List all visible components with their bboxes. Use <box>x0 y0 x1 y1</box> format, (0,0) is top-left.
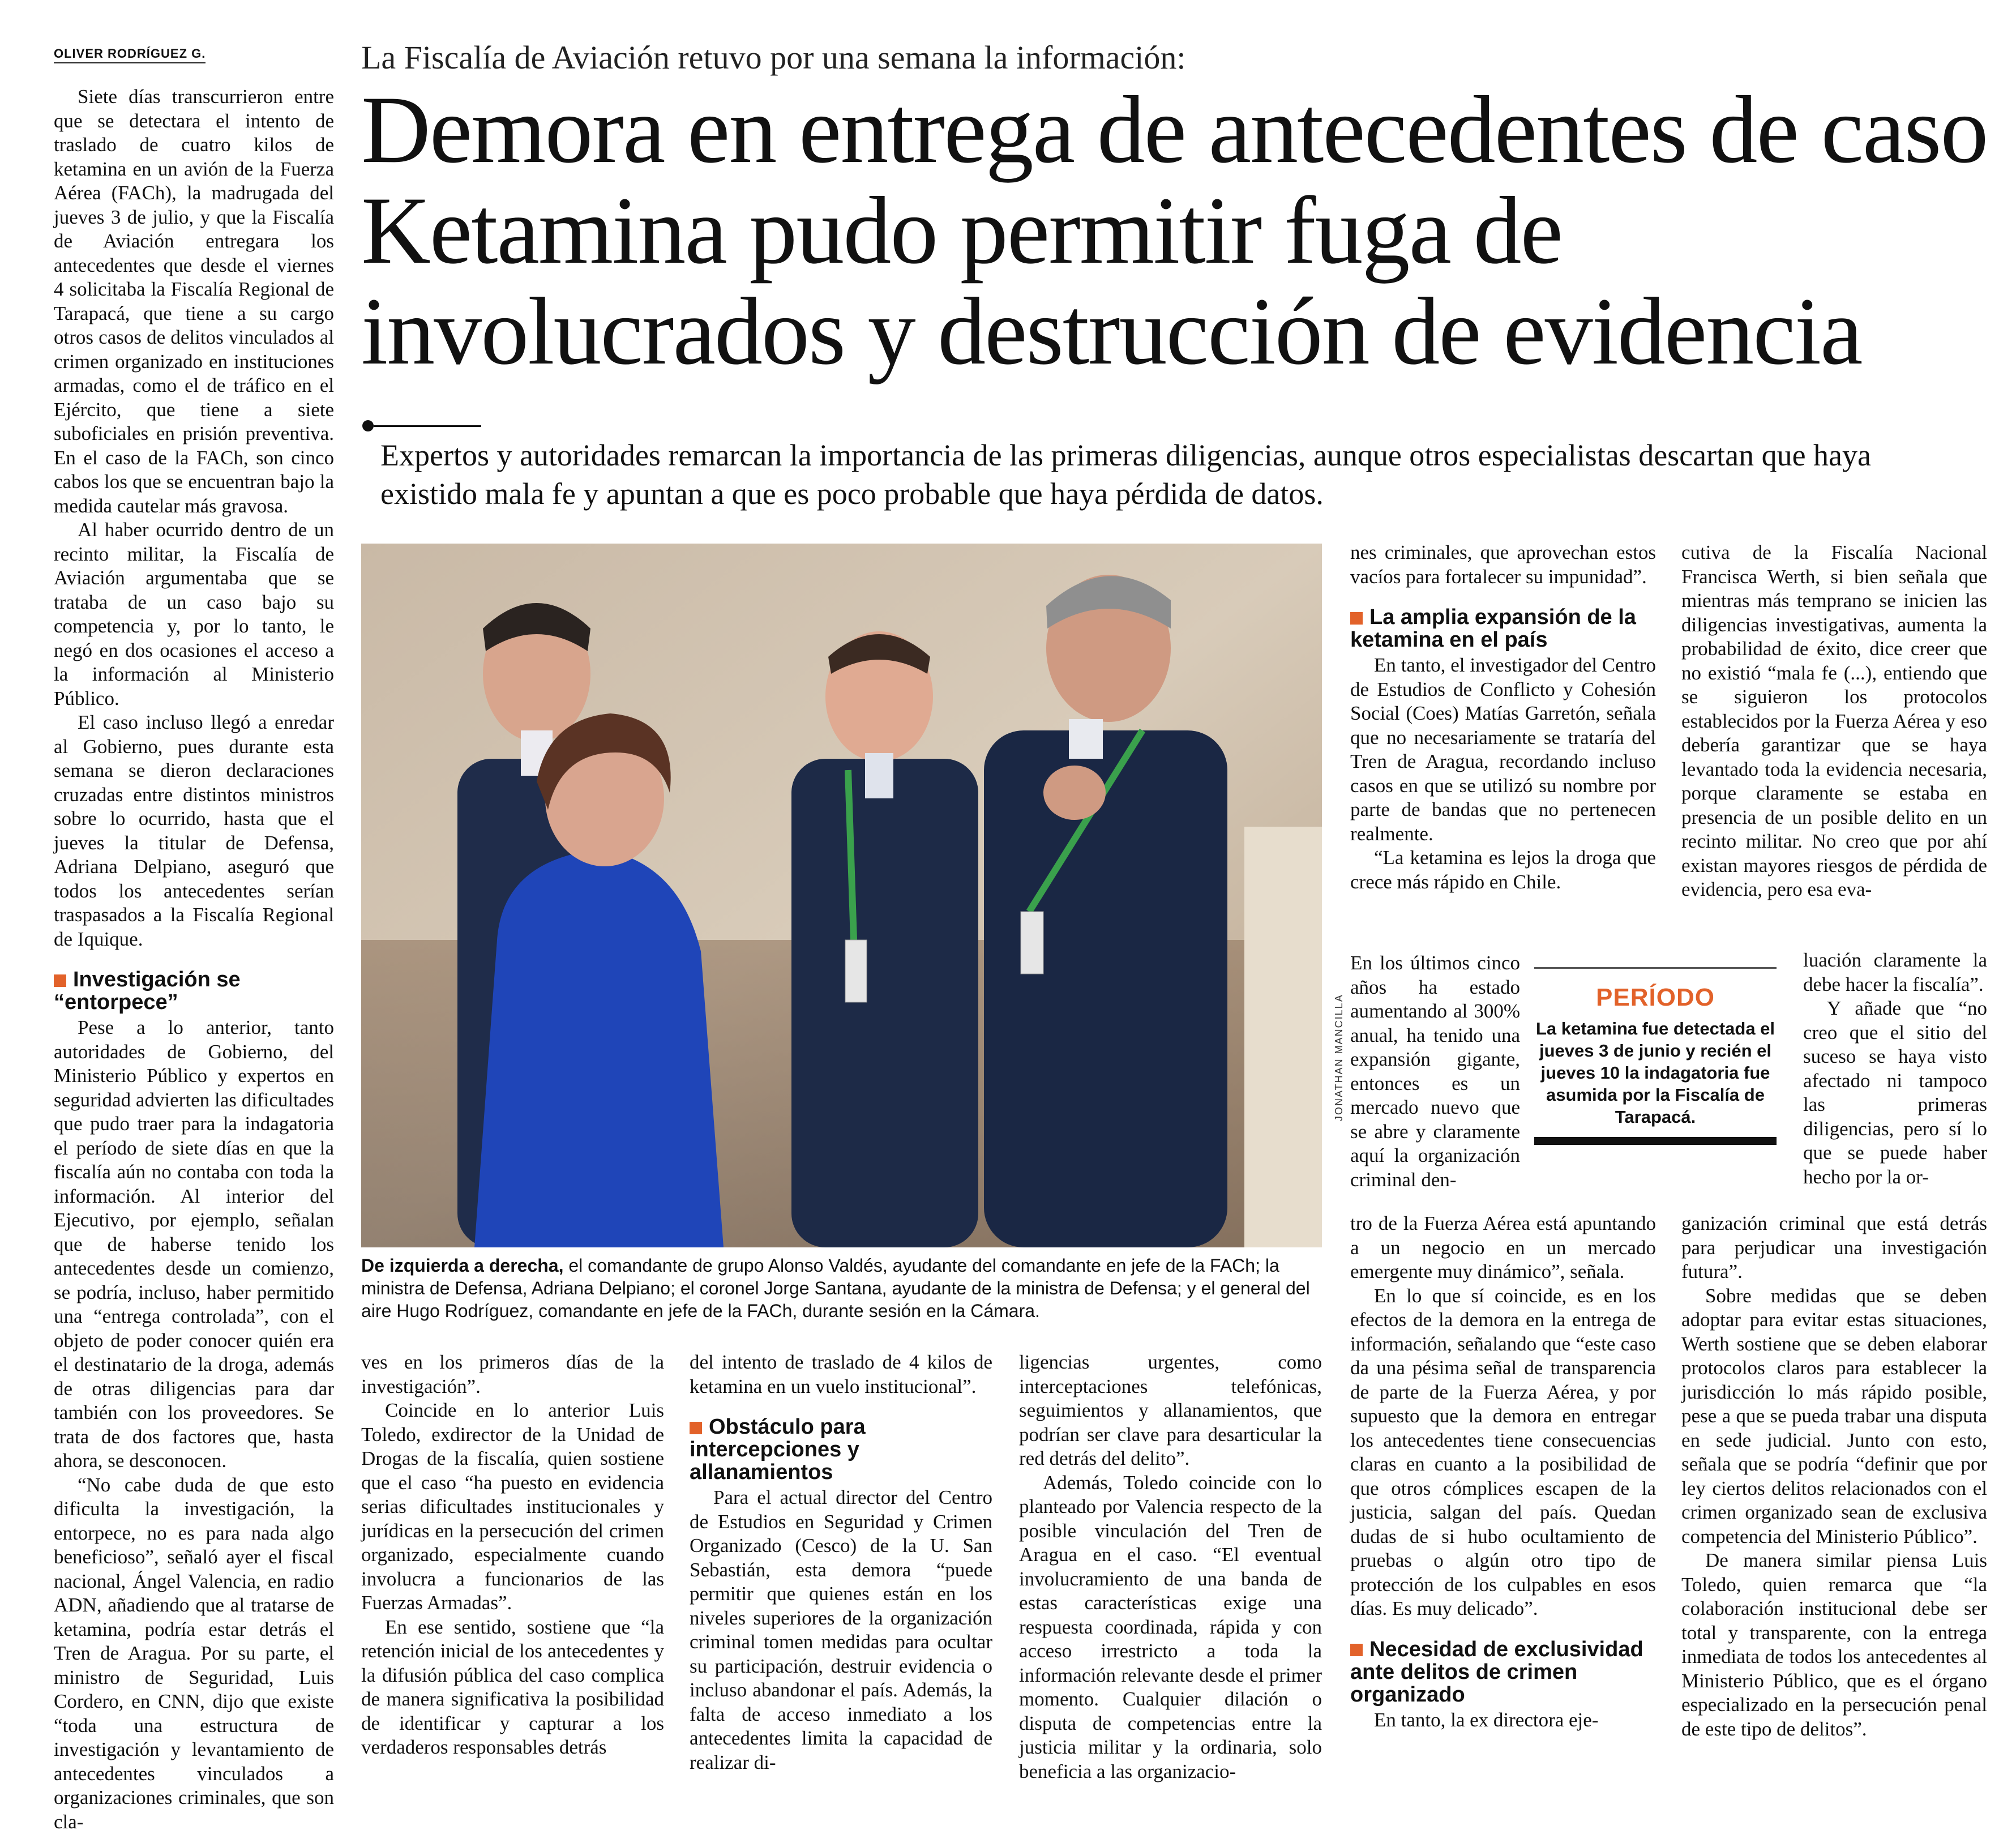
photo-illustration <box>361 544 1322 1247</box>
paragraph: Además, Toledo coincide con lo planteado por Valencia respecto de la posible vinculación del Tren de Aragua en el caso. “El eventual involucramiento de una banda de estas características exige una respuesta coordinada, rápida y con acceso irrestricto a toda la información relevante desde el primer momento. Cualquier dilación o disputa de competencias entre la justicia militar y la ordinaria, solo beneficia a las organizacio- <box>1019 1471 1322 1784</box>
paragraph: Al haber ocurrido dentro de un recinto militar, la Fiscalía de Aviación argumentaba que se trataba de un caso bajo su competencia y, por lo tanto, le negó en dos ocasiones el acceso a la información al Ministerio Público. <box>54 518 334 711</box>
column-5-narrow <box>1350 951 1520 1192</box>
paragraph: En tanto, la ex directora eje- <box>1350 1708 1656 1733</box>
paragraph: “No cabe duda de que esto dificulta la investigación, la entorpece, no es para nada algo beneficioso”, señaló ayer el fiscal nacional, Ángel Valencia, en radio ADN, añadiendo que al tratarse de ketamina, podría estar detrás el Tren de Aragua. Por su parte, el ministro de Seguridad, Luis Cordero, en CNN, dijo que existe “toda una estructura de investigación y levantamiento de antecedentes vinculados a organizaciones criminales, que son cla- <box>54 1473 334 1834</box>
paragraph: En ese sentido, sostiene que “la retención inicial de los antecedentes y la difusión pública del caso complica de manera significativa la posibilidad de identificar y capturar a los verdaderos responsables detrás <box>361 1615 664 1760</box>
paragraph: Sobre medidas que se deben adoptar para evitar estas situaciones, Werth sostiene que se deben elaborar protocolos claros para establecer la jurisdicción lo más rápido posible, pese a que se pueda trabar una disputa en sede judicial. Junto con esto, señala que se podría “definir que por ley ciertos delitos relacionados con el crimen organizado sean de exclusiva competencia del Ministerio Público”. <box>1681 1284 1987 1549</box>
rule-dot <box>362 420 374 431</box>
subheading: Obstáculo para intercepciones y allanamientos <box>690 1416 992 1484</box>
subheading: Necesidad de exclusividad ante delitos de crimen organizado <box>1350 1638 1656 1706</box>
orange-square-icon <box>1350 612 1363 625</box>
paragraph: De manera similar piensa Luis Toledo, quien remarca que “la colaboración institucional debe ser total y transparente, con la entrega inmediata de todos los antecedentes al Ministerio Público, que es el órgano especializado en la persecución penal de este tipo de delitos”. <box>1681 1549 1987 1741</box>
callout-text: La ketamina fue detectada el jueves 3 de junio y recién el jueves 10 la indagatoria fue asumida por la Fiscalía de Tarapacá. <box>1534 1018 1777 1128</box>
paragraph: En lo que sí coincide, es en los efectos de la demora en la entrega de información, señalando que “este caso da una pésima señal de transparencia de parte de la Fuerza Aérea, y por supuesto que la demora en entregar los antecedentes tiene consecuencias claras en cuanto a la posibilidad de que otros cómplices escapen de la justicia, salgan del país. Quedan dudas de si hubo ocultamiento de pruebas o algún otro tipo de protección de los culpables en esos días. Es muy delicado”. <box>1350 1284 1656 1621</box>
photo-credit: JONATHAN MANCILLA <box>1333 994 1345 1121</box>
paragraph: nes criminales, que aprovechan estos vacíos para fortalecer su impunidad”. <box>1350 541 1656 589</box>
paragraph: ligencias urgentes, como interceptaciones telefónicas, seguimientos y allanamientos, que podrían ser clave para desarticular la red detrás del delito”. <box>1019 1350 1322 1471</box>
callout-box <box>1534 967 1777 1145</box>
column-2 <box>361 1350 664 1760</box>
paragraph: cutiva de la Fiscalía Nacional Francisca Werth, si bien señala que mientras más temprano se inicien las diligencias investigativas, aumenta la probabilidad de éxito, dice creer que no existió “mala fe (...), entiendo que se siguieron los protocolos establecidos por la Fuerza Aérea y eso debería garantizar que se haya levantado toda la evidencia necesaria, porque claramente se estaba en presencia de un posible delito en un recinto militar. No creo que por ahí existan mayores riesgos de pérdida de evidencia, pero esa eva- <box>1681 541 1987 902</box>
kicker: La Fiscalía de Aviación retuvo por una semana la información: <box>361 39 1186 76</box>
callout-bottom-rule <box>1534 1137 1777 1145</box>
paragraph: ganización criminal que está detrás para perjudicar una investigación futura”. <box>1681 1212 1987 1284</box>
paragraph: Siete días transcurrieron entre que se detectara el intento de traslado de cuatro kilos de ketamina en un avión de la Fuerza Aérea (FACh), la madrugada del jueves 3 de julio, y que la Fiscalía de Aviación entregara los antecedentes que desde el viernes 4 solicitaba la Fiscalía Regional de Tarapacá, que tiene a su cargo otros casos de delitos vinculados al crimen organizado en instituciones armadas, como el de tráfico en el Ejército, que tiene a siete suboficiales en prisión preventiva. En el caso de la FACh, son cinco cabos los que se encuentran bajo la medida cautelar más gravosa. <box>54 85 334 518</box>
paragraph: En tanto, el investigador del Centro de Estudios de Conflicto y Cohesión Social (Coes) Matías Garretón, señala que no necesariamente se trataría del Tren de Aragua, recordando incluso casos en que se utilizó su nombre por parte de bandas que no pertenecen realmente. <box>1350 653 1656 846</box>
column-5-bottom <box>1350 1212 1656 1732</box>
paragraph: Para el actual director del Centro de Estudios en Seguridad y Crimen Organizado (Cesco) de la U. San Sebastián, esta demora “puede permitir que quienes están en los niveles superiores de la organización criminal tomen medidas para ocultar su participación, destruir evidencia o incluso abandonar el país. Además, la falta de acceso inmediato a los antecedentes limita la capacidad de realizar di- <box>690 1486 992 1775</box>
column-1 <box>54 85 334 1818</box>
subheading: Investigación se “entorpece” <box>54 968 334 1014</box>
deck: Expertos y autoridades remarcan la importancia de las primeras diligencias, aunque otros especialistas descartan que haya existido mala fe y apuntan a que es poco probable que haya pérdida de datos. <box>380 436 1966 513</box>
orange-square-icon <box>1350 1644 1363 1656</box>
paragraph: Y añade que “no creo que el sitio del suceso se haya visto afectado ni tampoco las primeras diligencias, pero sí lo que se puede haber hecho por la or- <box>1803 997 1987 1189</box>
callout-top-rule <box>1534 967 1777 969</box>
byline: OLIVER RODRÍGUEZ G. <box>54 46 206 63</box>
paragraph: Pese a lo anterior, tanto autoridades de Gobierno, del Ministerio Público y expertos en seguridad advierten las dificultades que pudo traer para la indagatoria el período de siete días en que la fiscalía aún no contaba con toda la información. Al interior del Ejecutivo, por ejemplo, señalan que de haberse tenido los antecedentes desde un comienzo, se podría, incluso, haber permitido una “entrega controlada”, con el objeto de poder conocer quién era el destinatario de la droga, además de otras diligencias para dar también con los proveedores. Se trata de dos factores que, hasta ahora, se desconocen. <box>54 1016 334 1473</box>
paragraph: ves en los primeros días de la investigación”. <box>361 1350 664 1399</box>
paragraph: tro de la Fuerza Aérea está apuntando a un negocio en un mercado emergente muy dinámico”, señala. <box>1350 1212 1656 1284</box>
column-4 <box>1019 1350 1322 1784</box>
paragraph: del intento de traslado de 4 kilos de ketamina en un vuelo institucional”. <box>690 1350 992 1399</box>
paragraph: luación claramente la debe hacer la fiscalía”. <box>1803 948 1987 997</box>
news-photo <box>361 544 1322 1247</box>
headline: Demora en entrega de antecedentes de caso Ketamina pudo permitir fuga de involucrados y destrucción de evidencia <box>361 79 1992 382</box>
column-6-top <box>1681 541 1987 902</box>
paragraph: “La ketamina es lejos la droga que crece más rápido en Chile. <box>1350 846 1656 894</box>
callout-label: PERÍODO <box>1534 984 1777 1012</box>
orange-square-icon <box>690 1422 702 1434</box>
paragraph: El caso incluso llegó a enredar al Gobierno, pues durante esta semana se dieron declaraciones cruzadas entre distintos ministros sobre lo ocurrido, hasta que el jueves la titular de Defensa, Adriana Delpiano, aseguró que todos los antecedentes serían traspasados a la Fiscalía Regional de Iquique. <box>54 711 334 951</box>
column-5-top <box>1350 541 1656 894</box>
column-6-narrow <box>1803 948 1987 1189</box>
subheading: La amplia expansión de la ketamina en el país <box>1350 606 1656 651</box>
paragraph: Coincide en lo anterior Luis Toledo, exdirector de la Unidad de Drogas de la fiscalía, quien sostiene que el caso “ha puesto en evidencia serias dificultades institucionales y jurídicas en la persecución del crimen organizado, especialmente cuando involucra a funcionarios de las Fuerzas Armadas”. <box>361 1399 664 1615</box>
photo-caption: De izquierda a derecha, el comandante de grupo Alonso Valdés, ayudante del comandante en jefe de la FACh; la ministra de Defensa, Adriana Delpiano; el coronel Jorge Santana, ayudante de la ministra de Defensa; y el general del aire Hugo Rodríguez, comandante en jefe de la FACh, durante sesión en la Cámara. <box>361 1254 1324 1322</box>
rule-line <box>374 425 481 427</box>
orange-square-icon <box>54 974 66 987</box>
column-3 <box>690 1350 992 1775</box>
paragraph: En los últimos cinco años ha estado aumentando al 300% anual, ha tenido una expansión gigante, entonces es un mercado nuevo que se abre y claramente aquí la organización criminal den- <box>1350 951 1520 1192</box>
column-6-bottom <box>1681 1212 1987 1741</box>
